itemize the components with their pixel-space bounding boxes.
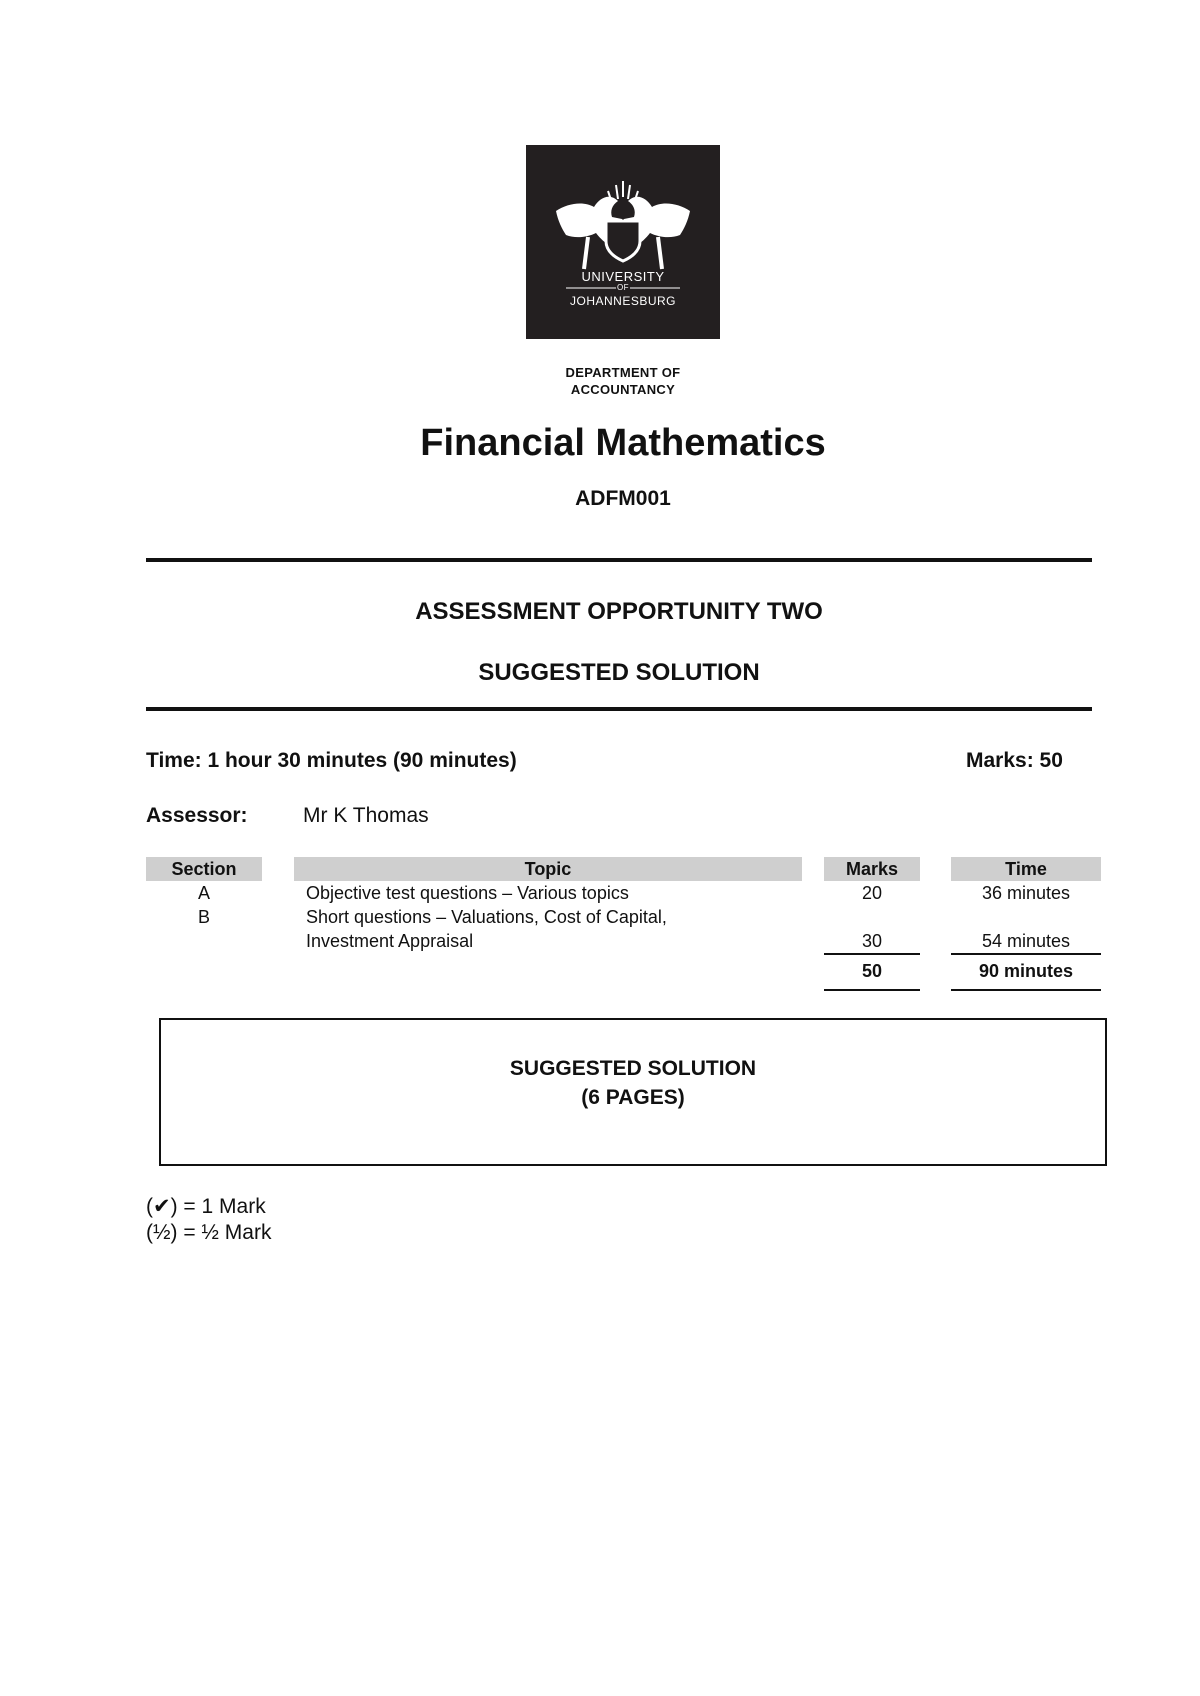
col-header-time: Time	[951, 857, 1101, 881]
legend-half-mark: (½) = ½ Mark	[146, 1221, 272, 1244]
top-divider	[146, 558, 1092, 562]
department-line-2: ACCOUNTANCY	[570, 382, 676, 397]
col-header-marks: Marks	[824, 857, 920, 881]
logo-text-johannesburg: JOHANNESBURG	[569, 294, 676, 308]
row-b-topic-line-2: Investment Appraisal	[306, 931, 474, 951]
solution-box-title: SUGGESTED SOLUTION	[509, 1057, 757, 1080]
row-b-time: 54 minutes	[981, 931, 1071, 951]
assessment-title: ASSESSMENT OPPORTUNITY TWO	[415, 598, 823, 625]
assessor-label: Assessor:	[146, 804, 248, 827]
time-subtotal-line	[951, 953, 1101, 955]
marks-total-line	[824, 989, 920, 991]
course-code: ADFM001	[575, 487, 671, 510]
row-b-topic-line-1: Short questions – Valuations, Cost of Capital,	[306, 907, 667, 927]
legend-tick-mark: (✔) = 1 Mark	[146, 1195, 266, 1218]
logo-text-university: UNIVERSITY	[581, 269, 665, 284]
marks-total: 50	[861, 961, 883, 981]
col-header-section: Section	[146, 857, 262, 881]
university-crest-icon	[526, 145, 720, 339]
row-a-time: 36 minutes	[981, 883, 1071, 903]
marks-subtotal-line	[824, 953, 920, 955]
solution-box	[159, 1018, 1107, 1166]
logo-text-of: OF	[616, 283, 630, 292]
time-allowed: Time: 1 hour 30 minutes (90 minutes)	[146, 749, 517, 772]
row-a-section: A	[197, 883, 210, 903]
department-line-1: DEPARTMENT OF	[565, 365, 681, 380]
university-logo	[526, 145, 720, 339]
col-header-topic: Topic	[294, 857, 802, 881]
document-title: Financial Mathematics	[420, 422, 826, 464]
row-b-section: B	[197, 907, 210, 927]
solution-box-pages: (6 PAGES)	[581, 1086, 685, 1109]
assessment-subtitle: SUGGESTED SOLUTION	[478, 659, 760, 686]
department-name	[500, 364, 746, 398]
time-total: 90 minutes	[978, 961, 1074, 981]
assessor-name: Mr K Thomas	[303, 804, 429, 827]
time-total-line	[951, 989, 1101, 991]
total-marks: Marks: 50	[966, 749, 1063, 772]
row-a-marks: 20	[861, 883, 883, 903]
row-b-marks: 30	[861, 931, 883, 951]
bottom-divider	[146, 707, 1092, 711]
row-a-topic: Objective test questions – Various topics	[306, 883, 629, 903]
